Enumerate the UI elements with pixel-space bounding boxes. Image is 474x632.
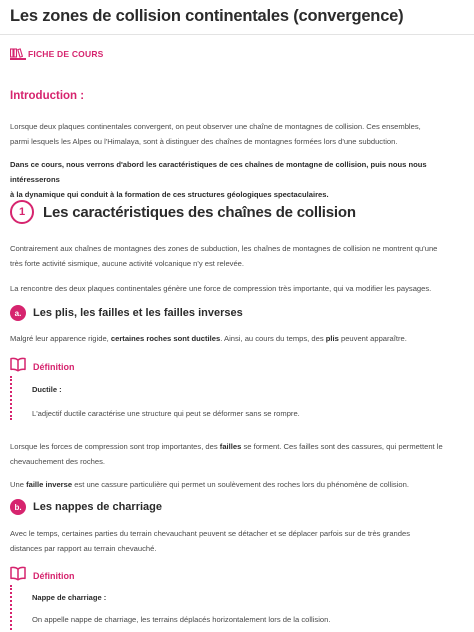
subsection-b-heading [10,499,162,515]
subsection-b-paragraph [10,526,460,556]
definition-term: Ductile : [32,385,62,394]
fiche-label: FICHE DE COURS [28,49,104,59]
subsection-a-heading [10,305,243,321]
s1-p1-line2: très forte activité sismique, aucune activité volcanique n'y est relevée. [10,259,245,268]
section-number: 1 [10,200,34,224]
intro-p2-line1: Dans ce cours, nous verrons d'abord les caractéristiques de ces chaînes de montagne de collision, puis nous nous intéresserons [10,160,427,184]
intro-paragraph-2 [10,157,460,202]
sub-b-line1: Avec le temps, certaines parties du terrain chevauchant peuvent se détacher et se déplacer parfois sur de très grandes [10,529,411,538]
keyword-failles: failles [219,442,242,451]
section-1-paragraph-1 [10,241,460,271]
introduction-heading: Introduction : [10,90,85,102]
section-1-title: Les caractéristiques des chaînes de collision [43,203,356,221]
section-1-heading [10,200,356,224]
book-icon [10,45,23,63]
open-book-icon [10,566,26,586]
subsection-b-title: Les nappes de charriage [33,501,162,513]
definition-box-nappe [10,566,75,586]
subsection-b-badge: b. [10,499,26,515]
s1-p1-line1: Contrairement aux chaînes de montagnes des zones de subduction, les chaînes de montagnes de collision ne montrent qu'une [10,244,438,253]
keyword-plis: plis [325,334,339,343]
open-book-icon [10,357,26,377]
definition-text: On appelle nappe de charriage, les terrains déplacés horizontalement lors de la collision. [32,615,331,624]
subsection-a-title: Les plis, les failles et les failles inverses [33,307,243,319]
faults-paragraph [10,439,460,469]
faults-line1: Lorsque les forces de compression sont trop importantes, des failles se forment. Ces failles sont des cassures, qui permettent le [10,442,443,451]
definition-box-ductile [10,357,75,377]
definition-dotted-rule [10,376,12,420]
definition-dotted-rule [10,585,12,630]
definition-label: Définition [33,571,75,581]
definition-term: Nappe de charriage : [32,593,107,602]
keyword-faille-inverse: faille inverse [26,480,73,489]
intro-p1-line1: Lorsque deux plaques continentales convergent, on peut observer une chaîne de montagnes de collision. Ces ensembles, [10,122,421,131]
sub-b-line2: distances par rapport au terrain chevauché. [10,544,157,553]
intro-paragraph-1 [10,119,460,149]
keyword-ductiles: certaines roches sont ductiles [110,334,221,343]
definition-label: Définition [33,362,75,372]
section-1-paragraph-2: La rencontre des deux plaques continentales génère une force de compression très importante, qui va modifier les paysages. [10,284,432,293]
faults-line2: chevauchement des roches. [10,457,105,466]
header-divider [0,34,474,35]
faille-inverse-paragraph: Une faille inverse est une cassure particulière qui permet un soulèvement des roches lors du phénomène de collision. [10,480,409,489]
fiche-badge [10,45,104,63]
intro-p2-line2: à la dynamique qui conduit à la formation de ces structures géologiques spectaculaires. [10,190,329,199]
fiche-underline [10,58,26,60]
subsection-a-badge: a. [10,305,26,321]
subsection-a-paragraph: Malgré leur apparence rigide, certaines roches sont ductiles. Ainsi, au cours du temps, des plis peuvent apparaître. [10,334,407,343]
page-title: Les zones de collision continentales (convergence) [10,7,404,25]
definition-text: L'adjectif ductile caractérise une structure qui peut se déformer sans se rompre. [32,409,300,418]
intro-p1-line2: parmi lesquels les Alpes ou l'Himalaya, sont à distinguer des chaînes de montagnes formées lors d'une subduction. [10,137,398,146]
